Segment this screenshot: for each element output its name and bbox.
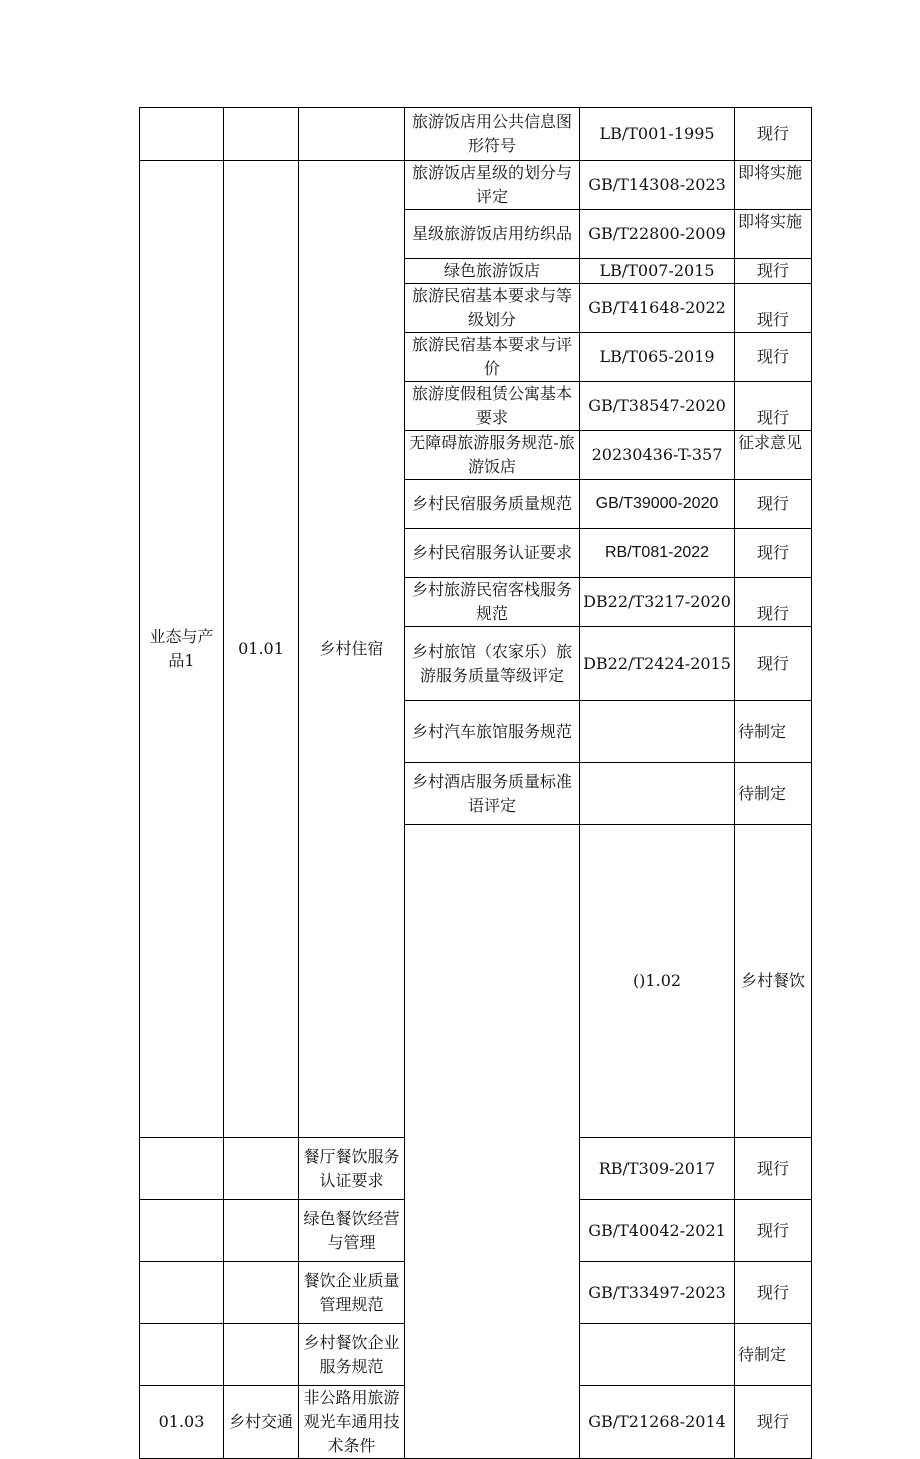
standard-status: 现行 <box>735 1386 812 1459</box>
standard-name: 无障碍旅游服务规范-旅游饭店 <box>405 431 580 480</box>
standard-name: 旅游民宿基本要求与等级划分 <box>405 284 580 333</box>
standard-name: 乡村旅游民宿客栈服务规范 <box>405 578 580 627</box>
standard-code <box>580 1324 735 1386</box>
standard-code: GB/T38547-2020 <box>580 382 735 431</box>
standard-code: DB22/T2424-2015 <box>580 627 735 701</box>
group-code: 01.01 <box>224 161 299 1138</box>
standard-status: 待制定 <box>735 763 812 825</box>
standard-name: 餐饮企业质量管理规范 <box>299 1262 405 1324</box>
table-row <box>140 108 812 161</box>
standard-code: GB/T40042-2021 <box>580 1200 735 1262</box>
standard-name: 乡村酒店服务质量标准语评定 <box>405 763 580 825</box>
standard-name: 绿色旅游饭店 <box>405 259 580 284</box>
standard-code: GB/T33497-2023 <box>580 1262 735 1324</box>
standard-name: 旅游度假租赁公寓基本要求 <box>405 382 580 431</box>
standards-table <box>139 107 812 1459</box>
table-row <box>140 161 812 210</box>
standard-code: LB/T007-2015 <box>580 259 735 284</box>
standard-code: GB/T22800-2009 <box>580 210 735 259</box>
code-cell <box>140 1200 224 1262</box>
code-cell <box>224 108 299 161</box>
group-name: 乡村餐饮 <box>735 825 812 1138</box>
standard-status: 待制定 <box>735 701 812 763</box>
category-cell: 业态与产品1 <box>140 161 224 1138</box>
standard-name: 旅游民宿基本要求与评价 <box>405 333 580 382</box>
standard-code <box>580 763 735 825</box>
standard-status: 现行 <box>735 382 812 431</box>
standard-code: 20230436-T-357 <box>580 431 735 480</box>
standard-name: 乡村民宿服务质量规范 <box>405 480 580 529</box>
standard-status: 待制定 <box>735 1324 812 1386</box>
standard-code: DB22/T3217-2020 <box>580 578 735 627</box>
group-cell <box>224 1324 299 1386</box>
standard-code: LB/T065-2019 <box>580 333 735 382</box>
category-cell-empty <box>405 825 580 1459</box>
standard-name: 旅游饭店用公共信息图形符号 <box>405 108 580 161</box>
code-cell <box>140 1324 224 1386</box>
group-code: ()1.02 <box>580 825 735 1138</box>
standard-name: 乡村汽车旅馆服务规范 <box>405 701 580 763</box>
standard-status: 现行 <box>735 259 812 284</box>
code-cell <box>140 1138 224 1200</box>
standard-code: RB/T081-2022 <box>580 529 735 578</box>
standard-name: 乡村餐饮企业服务规范 <box>299 1324 405 1386</box>
standard-name: 乡村民宿服务认证要求 <box>405 529 580 578</box>
standard-status: 现行 <box>735 627 812 701</box>
group-name: 乡村交通 <box>224 1386 299 1459</box>
standard-status: 即将实施 <box>735 210 812 259</box>
standard-status: 即将实施 <box>735 161 812 210</box>
standard-status: 现行 <box>735 480 812 529</box>
standard-code: GB/T39000-2020 <box>580 480 735 529</box>
standard-name: 非公路用旅游观光车通用技术条件 <box>299 1386 405 1459</box>
group-cell <box>224 1262 299 1324</box>
standard-status: 现行 <box>735 284 812 333</box>
standard-code <box>580 701 735 763</box>
standard-code: RB/T309-2017 <box>580 1138 735 1200</box>
standard-code: LB/T001-1995 <box>580 108 735 161</box>
standard-status: 现行 <box>735 1262 812 1324</box>
group-cell <box>224 1200 299 1262</box>
standard-code: GB/T21268-2014 <box>580 1386 735 1459</box>
standard-status: 现行 <box>735 108 812 161</box>
standard-name: 绿色餐饮经营与管理 <box>299 1200 405 1262</box>
standard-name: 餐厅餐饮服务认证要求 <box>299 1138 405 1200</box>
standard-code: GB/T14308-2023 <box>580 161 735 210</box>
standard-status: 现行 <box>735 1138 812 1200</box>
standard-name: 星级旅游饭店用纺织品 <box>405 210 580 259</box>
standard-status: 现行 <box>735 1200 812 1262</box>
standard-status: 现行 <box>735 333 812 382</box>
standard-status: 征求意见 <box>735 431 812 480</box>
standard-name: 旅游饭店星级的划分与评定 <box>405 161 580 210</box>
group-code: 01.03 <box>140 1386 224 1459</box>
group-name: 乡村住宿 <box>299 161 405 1138</box>
standard-status: 现行 <box>735 578 812 627</box>
category-cell <box>140 108 224 161</box>
standard-name: 乡村旅馆（农家乐）旅游服务质量等级评定 <box>405 627 580 701</box>
standard-code: GB/T41648-2022 <box>580 284 735 333</box>
group-cell <box>299 108 405 161</box>
code-cell <box>140 1262 224 1324</box>
group-cell <box>224 1138 299 1200</box>
standard-status: 现行 <box>735 529 812 578</box>
